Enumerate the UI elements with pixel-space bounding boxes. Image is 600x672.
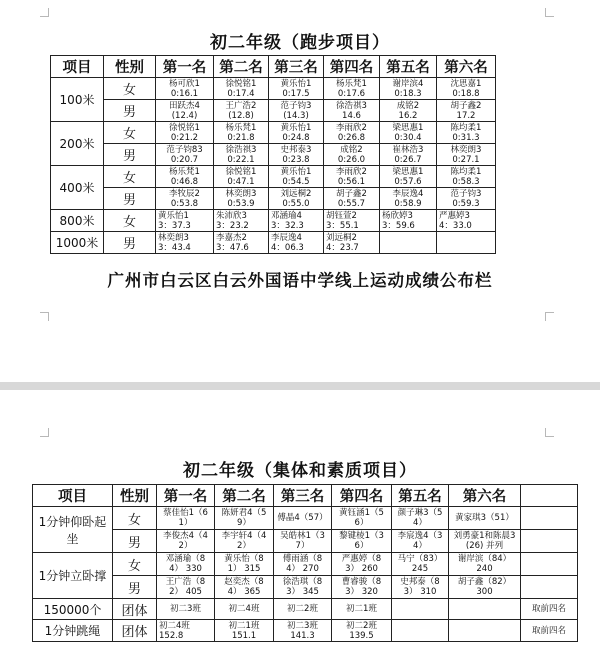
result-cell [392,599,449,620]
event-cell: 200米 [51,122,104,166]
table-row [33,576,578,599]
result-cell: 沈思嘉1 0:18.8 [437,78,496,100]
gender-cell: 男 [104,100,156,122]
result-cell: 范子钧3 (14.3) [269,100,324,122]
table-row [33,620,578,642]
column-header: 项目 [33,485,113,507]
result-cell: 李宇轩4（4 2） [215,530,274,553]
column-header [521,485,578,507]
school-bulletin-footer: 广州市白云区白云外国语中学线上运动成绩公布栏 [107,271,493,290]
result-cell: 刘远桐2 4：23.7 [324,232,380,254]
result-cell: 邓涵瑜（8 4） 330 [157,553,215,576]
result-cell: 黄乐怡1 3：37.3 [156,210,214,232]
gender-cell: 男 [113,530,157,553]
result-cell: 林奕朗3 0:53.9 [214,188,269,210]
result-cell: 严惠婷（8 3） 260 [332,553,392,576]
table-row [51,78,496,100]
crop-mark [40,428,49,437]
result-cell: 徐悦铭1 0:47.1 [214,166,269,188]
column-header: 第一名 [157,485,215,507]
column-header: 第三名 [269,56,324,78]
result-cell [521,507,578,530]
result-cell: 陈均柔1 0:31.3 [437,122,496,144]
result-cell: 徐悦铭1 0:17.4 [214,78,269,100]
gender-cell: 男 [104,232,156,254]
result-cell: 黄乐怡1 0:54.5 [269,166,324,188]
result-cell: 范子钧3 0:59.3 [437,188,496,210]
event-cell: 1分钟跳绳 [33,620,113,642]
table-row [33,530,578,553]
gender-cell: 女 [113,507,157,530]
table-row [33,599,578,620]
result-cell: 曹睿骏（8 3） 320 [332,576,392,599]
result-cell: 黎键棱1（3 6） [332,530,392,553]
result-cell: 取前四名 [521,599,578,620]
result-cell: 赵奕杰（8 4） 365 [215,576,274,599]
result-cell: 谢岸滨4 0:18.3 [380,78,437,100]
table-row [51,166,496,188]
result-cell: 邓涵瑜4 3：32.3 [269,210,324,232]
result-cell: 马宁（83） 245 [392,553,449,576]
result-cell [380,232,437,254]
result-cell: 黄乐怡（8 1） 315 [215,553,274,576]
event-cell: 1分钟立卧撑 [33,553,113,599]
result-cell: 杨可欣1 0:16.1 [156,78,214,100]
result-cell: 李雨欣2 0:56.1 [324,166,380,188]
result-cell: 杨乐梵1 0:17.6 [324,78,380,100]
result-cell: 初二4班152.8 [157,620,215,642]
result-cell: 刘远桐2 0:55.0 [269,188,324,210]
result-cell: 颜子琳3（5 4） [392,507,449,530]
running-results-table [50,55,496,254]
table-row [33,507,578,530]
table-row [51,188,496,210]
result-cell: 成铭2 0:26.0 [324,144,380,166]
event-cell: 1分钟仰卧起坐 [33,507,113,553]
document-page-2 [0,390,600,672]
column-header: 第二名 [215,485,274,507]
result-cell: 黄乐怡1 0:17.5 [269,78,324,100]
result-cell: 李辰逸4 4：06.3 [269,232,324,254]
column-header: 第六名 [437,56,496,78]
page-title: 初二年级（跑步项目） [210,33,390,53]
result-cell: 李辰逸4 0:58.9 [380,188,437,210]
result-cell: 胡子鑫2 17.2 [437,100,496,122]
table-row [51,144,496,166]
result-cell: 黄钰涵1（5 6） [332,507,392,530]
result-cell: 杨乐梵1 0:21.8 [214,122,269,144]
result-cell: 胡子鑫2 0:55.7 [324,188,380,210]
result-cell [437,232,496,254]
event-cell: 400米 [51,166,104,210]
result-cell [521,576,578,599]
result-cell: 史邦泰3 0:23.8 [269,144,324,166]
table-row [51,122,496,144]
result-cell: 李宸逸4（3 4） [392,530,449,553]
result-cell: 陈妍君4（5 9） [215,507,274,530]
table-row [33,553,578,576]
result-cell [449,620,521,642]
event-cell: 100米 [51,78,104,122]
result-cell [521,530,578,553]
result-cell [392,620,449,642]
gender-cell: 团体 [113,620,157,642]
fitness-results-table [32,484,578,642]
result-cell: 梁思惠1 0:30.4 [380,122,437,144]
result-cell: 胡子鑫（82） 300 [449,576,521,599]
result-cell: 李嘉杰2 3：47.6 [214,232,269,254]
result-cell: 徐悦铭1 0:21.2 [156,122,214,144]
crop-mark [545,428,554,437]
result-cell: 李雨欣2 0:26.8 [324,122,380,144]
crop-mark [545,312,554,321]
column-header: 第三名 [274,485,332,507]
page-separator [0,382,600,390]
result-cell: 初二2班 [274,599,332,620]
column-header: 第二名 [214,56,269,78]
gender-cell: 女 [113,553,157,576]
result-cell: 林奕朗3 3：43.4 [156,232,214,254]
gender-cell: 女 [104,122,156,144]
result-cell [449,599,521,620]
table-row [51,210,496,232]
result-cell: 初二3班 141.3 [274,620,332,642]
gender-cell: 女 [104,78,156,100]
result-cell: 王广浩（8 2） 405 [157,576,215,599]
column-header: 第五名 [392,485,449,507]
result-cell: 初二3班 [157,599,215,620]
result-cell: 黄乐怡1 0:24.8 [269,122,324,144]
table-row [51,232,496,254]
result-cell: 初二2班 139.5 [332,620,392,642]
result-cell: 朱沛欣3 3：23.2 [214,210,269,232]
result-cell: 崔林浩3 0:26.7 [380,144,437,166]
column-header: 性别 [113,485,157,507]
result-cell: 王广浩2 (12.8) [214,100,269,122]
gender-cell: 男 [104,144,156,166]
result-cell: 杨欣婷3 3：59.6 [380,210,437,232]
result-cell: 刘勇豪1和陈晨3 (26) 并列 [449,530,521,553]
result-cell: 取前四名 [521,620,578,642]
crop-mark [40,312,49,321]
event-cell: 150000个 [33,599,113,620]
column-header: 第一名 [156,56,214,78]
result-cell: 谢岸滨（84） 240 [449,553,521,576]
result-cell: 严惠婷3 4：33.0 [437,210,496,232]
gender-cell: 男 [113,576,157,599]
column-header: 性别 [104,56,156,78]
result-cell: 初二1班 151.1 [215,620,274,642]
column-header: 第五名 [380,56,437,78]
result-cell [521,553,578,576]
column-header: 第四名 [324,56,380,78]
result-cell: 李牧辰2 0:53.8 [156,188,214,210]
result-cell: 初二4班 [215,599,274,620]
gender-cell: 女 [104,166,156,188]
result-cell: 田跃杰4 (12.4) [156,100,214,122]
result-cell: 徐浩琪（8 3） 345 [274,576,332,599]
result-cell: 徐浩祺3 0:22.1 [214,144,269,166]
result-cell: 傅雨涵（8 4） 270 [274,553,332,576]
gender-cell: 团体 [113,599,157,620]
header-row [51,56,496,78]
result-cell: 初二1班 [332,599,392,620]
gender-cell: 女 [104,210,156,232]
header-row [33,485,578,507]
result-cell: 傅晶4（57） [274,507,332,530]
column-header: 项目 [51,56,104,78]
column-header: 第六名 [449,485,521,507]
result-cell: 梁思惠1 0:57.6 [380,166,437,188]
result-cell: 胡钰萱2 3：55.1 [324,210,380,232]
result-cell: 蔡佳怡1（6 1） [157,507,215,530]
result-cell: 陈均柔1 0:58.3 [437,166,496,188]
result-cell: 杨乐梵1 0:46.8 [156,166,214,188]
column-header: 第四名 [332,485,392,507]
crop-mark [40,8,49,17]
result-cell: 黄家琪3（51） [449,507,521,530]
result-cell: 史邦泰（8 3） 310 [392,576,449,599]
result-cell: 成铭2 16.2 [380,100,437,122]
page-title: 初二年级（集体和素质项目） [183,461,417,481]
table-row [51,100,496,122]
crop-mark [545,8,554,17]
event-cell: 1000米 [51,232,104,254]
result-cell: 吴皓林1（3 7） [274,530,332,553]
result-cell: 李俊杰4（4 2） [157,530,215,553]
result-cell: 林奕朗3 0:27.1 [437,144,496,166]
result-cell: 范子钧83 0:20.7 [156,144,214,166]
result-cell: 徐浩祺3 14.6 [324,100,380,122]
gender-cell: 男 [104,188,156,210]
event-cell: 800米 [51,210,104,232]
